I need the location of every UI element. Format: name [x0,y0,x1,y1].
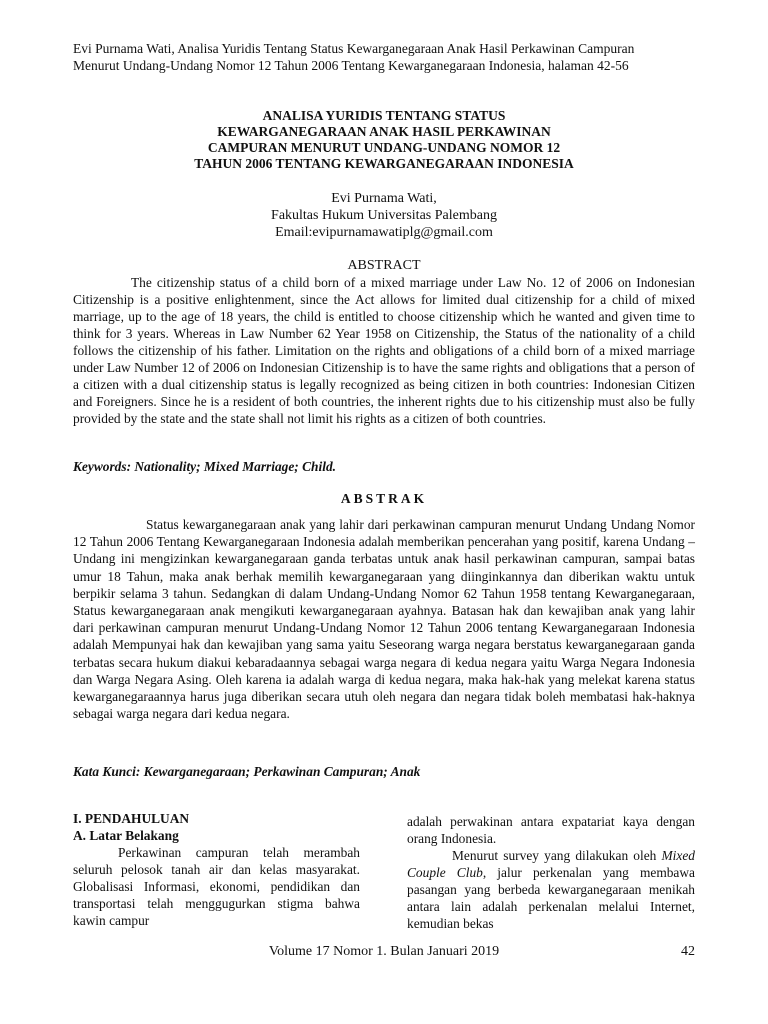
article-title [73,108,695,172]
title-line1: ANALISA YURIDIS TENTANG STATUS [262,108,506,123]
title-line3: CAMPURAN MENURUT UNDANG-UNDANG NOMOR 12 [207,140,561,155]
author-block [73,190,695,241]
title-line2: KEWARGANEGARAAN ANAK HASIL PERKAWINAN [217,124,551,139]
author-email: Email:evipurnamawatiplg@gmail.com [275,225,493,240]
body-paragraph-survey [407,847,695,932]
body-paragraph-continued: adalah perwakinan antara expatariat kaya dengan orang Indonesia. [407,814,695,846]
body-left-column [73,810,360,929]
author-affiliation: Fakultas Hukum Universitas Palembang [271,208,497,223]
abstrak-text: Status kewarganegaraan anak yang lahir dari perkawinan campuran menurut Undang Undang Nomor 12 Tahun 2006 Tentang Kewarganegaraan Indonesia adalah memberikan pencerahan yang positif, karena Undang – Undang ini mengizinkan kewarganegaraan ganda terbatas untuk anak hasil perkawinan campuran, sampai batas umur 18 Tahun, maka anak berhak memilih kewarganegaraan yang diinginkannya dan diberikan waktu untuk berpikir selama 3 tahun. Sedangkan di dalam Undang-Undang Nomor 62 Tahun 1958 tentang Kewarganegaraan, Status kewarganegaraan anak mengikuti kewarganegaraan ayahnya. Batasan hak dan kewajiban anak yang lahir dari perkawinan campuran menurut Undang-Undang Nomor 12 Tahun 2006 tentang Kewarganegaraan Indonesia adalah Mempunyai hak dan kewajiban yang sama yaitu Seseorang warga negara berstatus kewarganegaraan ganda terbatas secara hukum diakui kebaradaannya sebagai warga negara di kedua negara yaitu Warga Negara Indonesia dan Warga Negara Asing. Oleh karena ia adalah warga di kedua negara, maka hak-hak yang melekat karena status kewarganegaraannya harus juga diberikan secara utuh oleh negara dan negara tidak boleh membatasi hak-haknya sebagai warga negara dari kedua negara. [73,517,695,722]
section-heading: I. PENDAHULUAN [73,811,190,826]
body-paragraph: Perkawinan campuran telah merambah seluruh pelosok tanah air dan kelas masyarakat. Globalisasi Informasi, ekonomi, pendidikan dan transportasi telah menggugurkan stigma bahwa kawin campur [73,845,360,928]
survey-text-start: Menurut survey yang dilakukan oleh [452,848,662,863]
keywords: Keywords: Nationality; Mixed Marriage; Child. [73,459,336,474]
kata-kunci: Kata Kunci: Kewarganegaraan; Perkawinan Campuran; Anak [73,764,421,779]
volume-info: Volume 17 Nomor 1. Bulan Januari 2019 [268,944,500,959]
body-right-column [407,813,695,932]
author-name: Evi Purnama Wati, [331,191,437,206]
abstract-text: The citizenship status of a child born of a mixed marriage under Law No. 12 of 2006 on Indonesian Citizenship is a positive enlightenment, since the Act allows for limited dual citizenship for a child of mixed marriage, up to the age of 18 years, the child is entitled to choose citizenship which he wanted and given time to think for 3 years. Whereas in Law Number 62 Year 1958 on Citizenship, the Status of the nationality of a child follows the citizenship of his father. Limitation on the rights and obligations of a child born of a mixed marriage under Law Number 12 of 2006 on Indonesian Citizenship is to have the same rights and obligations that a person of a citizen with a dual citizenship status is legally recognized as being citizen in both countries: Indonesian Citizen and Foreigners. Since he is a resident of both countries, the inherent rights due to his citizenship must also be fully provided by the state and the state shall not limit his rights as a citizen of both countries. [73,275,695,426]
club-name: Mixed Couple Club [407,848,695,880]
abstrak-heading: ABSTRAK [340,491,428,506]
page-number: 42 [681,944,695,959]
running-head-line1: Evi Purnama Wati, Analisa Yuridis Tentang Status Kewarganegaraan Anak Hasil Perkawinan Campuran [73,41,635,56]
running-head-line2: Menurut Undang-Undang Nomor 12 Tahun 2006 Tentang Kewarganegaraan Indonesia, halaman 42-56 [73,58,629,73]
subsection-heading: A. Latar Belakang [73,828,179,843]
running-head [73,40,695,74]
title-line4: TAHUN 2006 TENTANG KEWARGANEGARAAN INDONESIA [194,156,574,171]
abstract-heading: ABSTRACT [347,258,421,273]
survey-text-rest: , jalur perkenalan yang membawa pasangan yang berbeda kewarganegaraan menikah antara lain adalah perkenalan melalui Internet, kemudian bekas [407,865,695,931]
